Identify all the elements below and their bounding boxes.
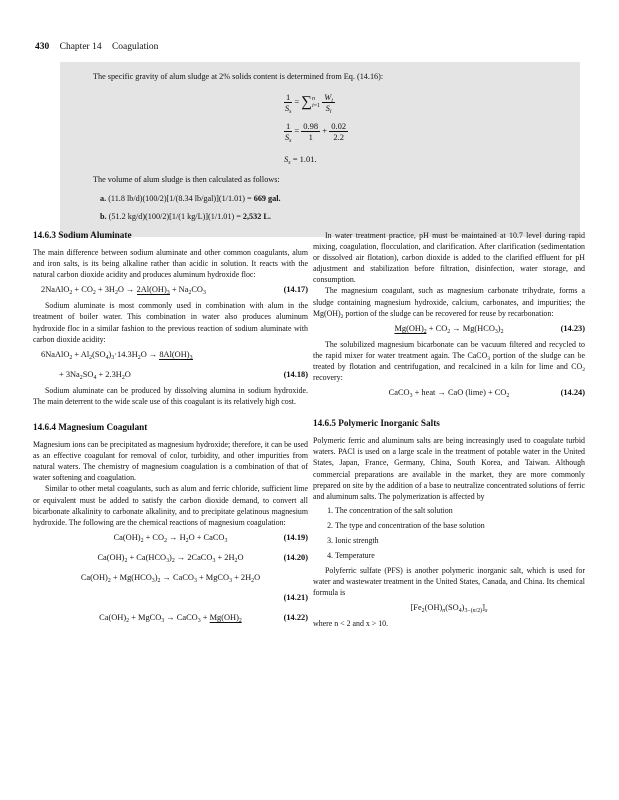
equation-14-23: $Mg(OH)_2 + CO_2 \to Mg(HCO_3)_2$ (14.23) xyxy=(394,323,585,335)
equation-14-18-line-2: + $3Na_2SO_4 + 2.3H_2O$ (14.18) xyxy=(59,369,308,381)
equation-14-22: $Ca(OH)_2$ + MgCO$_3$ → CaCO$_3$ + $Mg(OH)_2$ (14.22) xyxy=(99,612,308,624)
pfs-paragraph: Polyferric sulfate (PFS) is another polymeric inorganic salt, which is used for water and wastewater treatment in the United States, Canada, and China. Its chemical formula is xyxy=(313,566,585,598)
equation-14-19: $Ca(OH)_2 + CO_2 \to H_2O$ + CaCO$_3$ (14.19) xyxy=(113,532,308,544)
right-column xyxy=(313,225,585,630)
left-column xyxy=(33,225,308,628)
box-intro: The specific gravity of alum sludge at 2% solids content is determined from Eq. (14.16): xyxy=(93,72,384,81)
recarbonation-paragraph: The magnesium coagulant, such as magnesium carbonate trihydrate, forms a sludge containing magnesium hydroxide, calcium, carbonates, and impurities; the $Mg(OH)_2$ portion of the sludge can be recovered for reuse by recarbonation: xyxy=(313,286,585,320)
equation-14-24: CaCO$_3$ + heat → CaO $(\lim e) + CO_2$ (14.24) xyxy=(388,388,585,400)
ph-paragraph: In water treatment practice, pH must be maintained at 10.7 level during rapid mixing, coagulation, flocculation, and clarification. After clarification (sedimentation or dissolved air flotation), carbon dioxide is added to the clarified effluent for pH adjustment and stabilization before filtration, disinfection, water storage, and consumption. xyxy=(313,231,585,285)
pfs-formula: $[Fe_2(OH)_n(SO_4)_{3-(n/2)}]_x$ xyxy=(410,603,488,615)
page-number: 430 xyxy=(35,42,50,52)
polymeric-paragraph-1: Polymeric ferric and aluminum salts are being increasingly used to coagulate turbid waters. PACl is used on a large scale in the treatment of potable water in the United States, Japan, France, Germany, China, South Korea, and Taiwan. Although commercial preparations are available in the market, they are more commonly prepared on site by the addition of a base to neutralize concentrated solutions of ferric and aluminum salts. The polymerization is affected by xyxy=(313,436,585,501)
sodium-aluminate-paragraph-2: Sodium aluminate is most commonly used in combination with alum in the treatment of boiler water. This combination in water also produces aluminum hydroxide floc in a similar fashion to the previous reaction of sodium aluminate with carbon dioxide acidity: xyxy=(33,301,308,344)
example-solution-box xyxy=(60,62,580,237)
list-item: 2. The type and concentration of the base solution xyxy=(335,520,585,531)
equation-14-21: $Ca(OH)_2 + Mg(HCO_3)_2$ → CaCO$_3$ + MgCO$_3$ + $2H_2O$ xyxy=(80,572,261,584)
equation-14-18-line-1: 6NaAlO$_2$ + $Al_2(SO_4)_3\cdot 14.3H_2O \to 8Al(OH)_3$ xyxy=(41,349,193,361)
specific-gravity-substitution: $\frac{1}{S_s}$ = $\frac{0.98}{1}$ + $\frac{0.02}{2.2}$ xyxy=(284,121,347,144)
sodium-aluminate-paragraph-3: Sodium aluminate can be produced by dissolving alumina in sodium hydroxide. The main deterrent to the wide scale use of this coagulant is its relatively high cost. xyxy=(33,385,308,406)
list-item: 3. Ionic strength xyxy=(335,535,585,546)
section-heading-polymeric-inorganic-salts: 14.6.5 Polymeric Inorganic Salts xyxy=(313,418,440,429)
pfs-condition: where n < 2 and x > 10. xyxy=(313,619,389,629)
volume-calc-b: b. (51.2 kg/d)(100/2)[1/(1 kg/L)](1/1.01) = 2,532 L. xyxy=(100,212,271,221)
running-header xyxy=(35,42,158,52)
equation-14-17: 2NaAlO$_2$ + $CO_2 + 3H_2O \to 2Al(OH)_3 + Na_2CO_3$ (14.17) xyxy=(41,285,308,297)
magnesium-paragraph-1: Magnesium ions can be precipitated as magnesium hydroxide; therefore, it can be used as an effective coagulant for removal of color, turbidity, and other impurities from natural waters. The chemistry of magnesium coagulation is a combination of that of water softening and coagulation. xyxy=(33,440,308,483)
equation-14-20: $Ca(OH)_2 + Ca(HCO_3)_2$ → 2CaCO$_3$ + $2H_2O$ (14.20) xyxy=(97,552,308,564)
section-heading-sodium-aluminate: 14.6.3 Sodium Aluminate xyxy=(33,230,132,240)
list-item: 4. Temperature xyxy=(335,550,585,561)
section-heading-magnesium-coagulant: 14.6.4 Magnesium Coagulant xyxy=(33,421,148,432)
volume-calc-a: a. (11.8 lb/d)(100/2)[1/(8.34 lb/gal)](1/1.01) = 669 gal. xyxy=(100,194,281,203)
specific-gravity-equation: $\frac{1}{S_s}$ = ∑n i=1 $\frac{W_i}{S_i}$ xyxy=(284,92,333,115)
sodium-aluminate-paragraph-1: The main difference between sodium aluminate and other common coagulants, alum and iron salts, is its being alkaline rather than acidic in solution. It reacts with the natural carbon dioxide acidity and produces aluminum hydroxide floc: xyxy=(33,248,308,280)
specific-gravity-result: $S_s = 1.01$. xyxy=(284,154,317,166)
chapter-label: Chapter 14 xyxy=(59,42,102,52)
magnesium-paragraph-2: Similar to other metal coagulants, such as alum and ferric chloride, sufficient lime or equivalent must be added to satisfy the carbon dioxide demand, to convert all bicarbonate alkalinity to carbonate alkalinity, and to precipitate gelatinous magnesium hydroxide. The following are the chemical reactions of magnesium coagulation: xyxy=(33,484,308,527)
polymerization-factors-list xyxy=(313,505,585,561)
chapter-title: Coagulation xyxy=(111,42,159,52)
equation-14-21-number: (14.21) xyxy=(283,592,308,602)
list-item: 1. The concentration of the salt solution xyxy=(335,505,585,516)
volume-intro: The volume of alum sludge is then calculated as follows: xyxy=(93,175,280,184)
lime-recovery-paragraph: The solubilized magnesium bicarbonate can be vacuum filtered and recycled to the rapid mixer for water treatment again. The CaCO$_3$ portion of the sludge can be treated by flotation and centrifugation, and recalcined in a kiln for lime and $CO_2$ recovery: xyxy=(313,339,585,383)
